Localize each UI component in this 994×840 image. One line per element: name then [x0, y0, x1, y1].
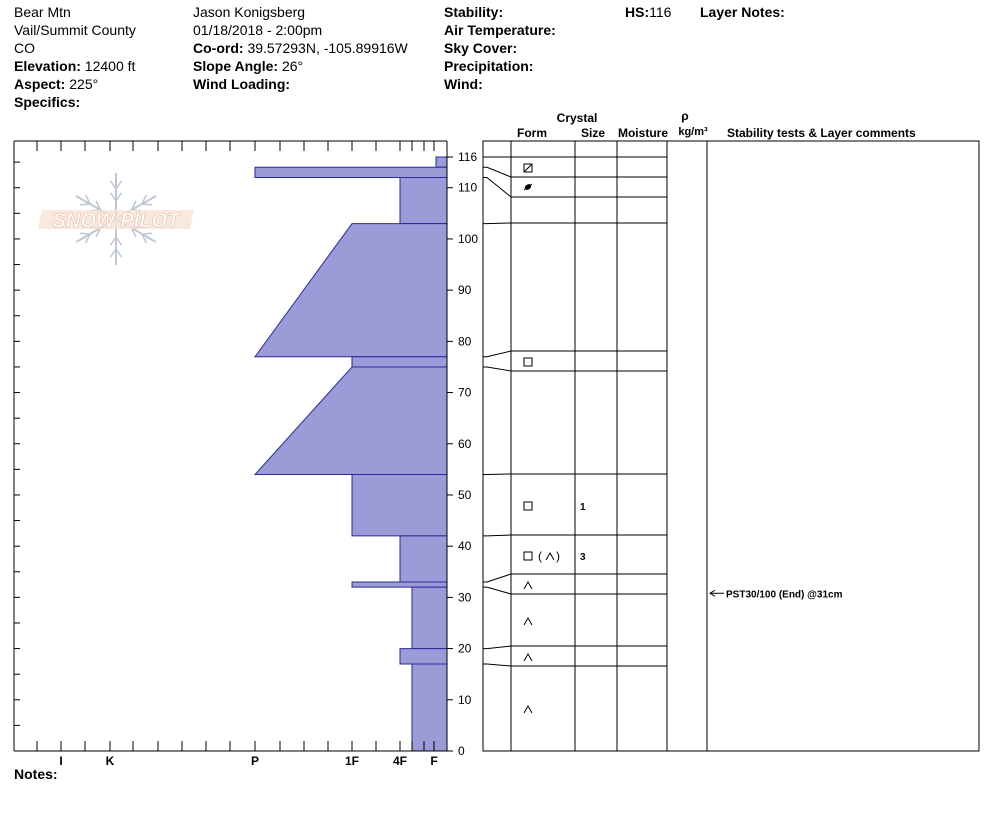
hardness-layer [412, 587, 447, 648]
depth-tick-label: 116 [458, 150, 478, 164]
hardness-layer [352, 357, 447, 367]
depth-tick-label: 80 [458, 334, 472, 349]
wind-label: Wind: [444, 76, 483, 92]
aspect-value: 225° [69, 76, 99, 92]
paren-close: ) [556, 549, 560, 563]
elevation [14, 57, 135, 75]
hs-label: HS: [625, 4, 650, 20]
depth-hoar-icon [524, 618, 532, 625]
hs [625, 3, 671, 21]
column-header-moisture: Moisture [617, 126, 669, 140]
hardness-layer [255, 167, 447, 177]
depth-tick-label: 60 [458, 436, 472, 451]
depth-connector [483, 177, 511, 197]
grain-size: 1 [580, 502, 586, 513]
wind-loading-label: Wind Loading: [193, 76, 291, 92]
column-header-crystal: Crystal [556, 111, 598, 125]
depth-tick-label: 0 [458, 744, 465, 758]
column-header-density: kg/m³ [678, 126, 708, 138]
depth-hoar-icon [524, 706, 532, 713]
notes-label: Notes: [14, 766, 58, 782]
depth-tick-label: 70 [458, 385, 472, 400]
coord-label: Co-ord: [193, 40, 244, 56]
faceted-icon [524, 358, 532, 366]
precipitation-label: Precipitation: [444, 58, 534, 74]
depth-connector [483, 351, 511, 357]
state: CO [14, 40, 35, 56]
hardness-layer [352, 474, 447, 535]
depth-connector [483, 535, 511, 536]
aspect-label: Aspect: [14, 76, 66, 92]
grain-size: 3 [580, 552, 586, 563]
datetime: 01/18/2018 - 2:00pm [193, 22, 323, 38]
range: Vail/Summit County [14, 22, 136, 38]
depth-tick-label: 110 [458, 180, 478, 195]
depth-connector [483, 664, 511, 666]
layer-table [483, 141, 979, 751]
hs-value: 116 [649, 4, 672, 20]
location: Bear Mtn [14, 4, 71, 20]
snowflake-branch [80, 233, 90, 234]
depth-connector [483, 167, 511, 177]
stability-test-text: PST30/100 (End) @31cm [726, 589, 843, 601]
depth-connector [483, 587, 511, 594]
hardness-layer [436, 157, 447, 167]
depth-tick-label: 100 [458, 231, 479, 246]
faceted-icon [524, 552, 532, 560]
depth-hoar-icon [524, 582, 532, 589]
elevation-label: Elevation: [14, 58, 81, 74]
depth-hoar-icon [524, 654, 532, 661]
elevation-value: 12400 ft [84, 58, 136, 74]
sky-cover-label: Sky Cover: [444, 40, 518, 56]
depth-connector [483, 223, 511, 224]
snowpilot-logo [38, 173, 194, 265]
depth-tick-label: 30 [458, 590, 472, 605]
coordinates [193, 39, 408, 57]
hardness-layer [400, 536, 447, 582]
depth-tick-label: 50 [458, 487, 472, 502]
depth-connector [483, 574, 511, 582]
slope-label: Slope Angle: [193, 58, 279, 74]
hardness-layer [352, 582, 447, 587]
hardness-layer [412, 664, 447, 751]
snowflake-branch [142, 233, 152, 234]
paren-open: ( [538, 549, 542, 563]
depth-connector [483, 367, 511, 371]
hardness-layer [255, 224, 447, 357]
snowflake-branch [142, 204, 152, 205]
depth-tick-label: 20 [458, 641, 472, 656]
hardness-layer [400, 177, 447, 223]
hardness-layer [400, 649, 447, 664]
hardness-scale-label: K [105, 754, 115, 768]
depth-connector [483, 646, 511, 649]
layer-notes-label: Layer Notes: [700, 4, 785, 20]
observer: Jason Konigsberg [193, 4, 306, 20]
column-header-size: Size [580, 126, 606, 140]
decomposing-icon-slash [524, 164, 532, 172]
depth-tick-label: 40 [458, 539, 472, 554]
faceted-icon [524, 502, 532, 510]
air-temperature-label: Air Temperature: [444, 22, 556, 38]
snowflake-branch [80, 204, 90, 205]
hardness-scale-label: 1F [344, 754, 360, 768]
hardness-scale-label: 4F [392, 754, 408, 768]
logo-text: SNOW PILOT [52, 210, 180, 232]
depth-tick-label: 90 [458, 283, 472, 298]
depth-tick-label: 10 [458, 692, 472, 707]
coord-value: 39.57293N, -105.89916W [247, 40, 408, 56]
column-header-rho: ρ [681, 109, 689, 123]
aspect [14, 75, 98, 93]
slope-value: 26° [281, 58, 304, 74]
specifics-label: Specifics: [14, 94, 81, 110]
hardness-scale-label: F [430, 754, 438, 768]
hardness-scale-label: I [59, 754, 63, 768]
column-header-comments: Stability tests & Layer comments [727, 126, 916, 140]
hardness-layer [255, 367, 447, 475]
slope-angle [193, 57, 303, 75]
hardness-scale-label: P [250, 754, 260, 768]
column-header-form: Form [517, 126, 547, 140]
depth-hoar-icon [546, 553, 554, 560]
stability-label: Stability: [444, 4, 504, 20]
